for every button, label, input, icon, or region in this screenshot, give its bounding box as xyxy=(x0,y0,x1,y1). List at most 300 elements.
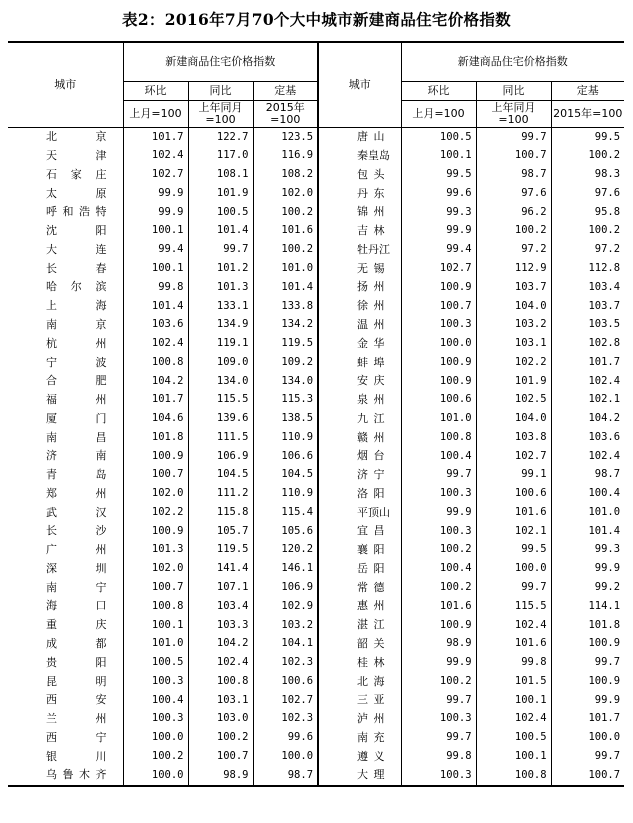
city-left: 大连 xyxy=(8,241,123,260)
city-right: 秦皇岛 xyxy=(318,147,401,166)
city-left: 南昌 xyxy=(8,428,123,447)
dingji-left: 100.0 xyxy=(253,747,318,766)
huanbi-left: 100.1 xyxy=(123,222,188,241)
city-left: 福州 xyxy=(8,391,123,410)
dingji-left: 99.6 xyxy=(253,729,318,748)
tongbi-left: 115.8 xyxy=(188,503,253,522)
huanbi-right: 99.9 xyxy=(401,222,476,241)
city-left: 兰州 xyxy=(8,710,123,729)
dingji-left: 101.4 xyxy=(253,278,318,297)
huanbi-left: 102.7 xyxy=(123,166,188,185)
table-row xyxy=(8,184,624,203)
table-row xyxy=(8,766,624,786)
tongbi-right: 100.1 xyxy=(476,691,551,710)
huanbi-right: 99.4 xyxy=(401,241,476,260)
dingji-left: 108.2 xyxy=(253,166,318,185)
huanbi-right: 100.2 xyxy=(401,672,476,691)
dingji-left: 109.2 xyxy=(253,353,318,372)
dingji-left: 115.3 xyxy=(253,391,318,410)
dingji-left: 105.6 xyxy=(253,522,318,541)
city-left: 厦门 xyxy=(8,409,123,428)
table-row xyxy=(8,503,624,522)
tongbi-right: 101.6 xyxy=(476,635,551,654)
city-right: 襄阳 xyxy=(318,541,401,560)
table-row xyxy=(8,316,624,335)
city-right: 北海 xyxy=(318,672,401,691)
dingji-right: 95.8 xyxy=(594,205,621,218)
tongbi-left: 104.5 xyxy=(188,466,253,485)
dingji-left: 115.4 xyxy=(253,503,318,522)
dingji-right: 97.6 xyxy=(594,186,621,199)
huanbi-left: 100.2 xyxy=(123,747,188,766)
huanbi-right: 99.7 xyxy=(401,729,476,748)
tongbi-right: 103.2 xyxy=(476,316,551,335)
city-left: 长沙 xyxy=(8,522,123,541)
huanbi-left: 102.0 xyxy=(123,485,188,504)
tongbi-left: 107.1 xyxy=(188,578,253,597)
dingji-right: 100.9 xyxy=(588,637,621,650)
tongbi-right: 98.7 xyxy=(476,166,551,185)
huanbi-right: 99.9 xyxy=(401,653,476,672)
huanbi-right: 100.7 xyxy=(401,297,476,316)
tongbi-left: 119.5 xyxy=(188,541,253,560)
table-row xyxy=(8,203,624,222)
huanbi-left: 100.3 xyxy=(123,672,188,691)
header-group-left: 新建商品住宅价格指数 xyxy=(123,42,318,82)
city-right: 安庆 xyxy=(318,372,401,391)
huanbi-left: 100.8 xyxy=(123,597,188,616)
table-row xyxy=(8,428,624,447)
table-row xyxy=(8,653,624,672)
table-row xyxy=(8,560,624,579)
tongbi-left: 103.4 xyxy=(188,597,253,616)
tongbi-left: 100.7 xyxy=(188,747,253,766)
tongbi-right: 102.2 xyxy=(476,353,551,372)
tongbi-left: 134.0 xyxy=(188,372,253,391)
city-left: 石家庄 xyxy=(8,166,123,185)
city-left: 武汉 xyxy=(8,503,123,522)
dingji-right: 114.1 xyxy=(588,599,621,612)
huanbi-left: 100.1 xyxy=(123,259,188,278)
table-row xyxy=(8,278,624,297)
tongbi-left: 111.5 xyxy=(188,428,253,447)
huanbi-left: 101.3 xyxy=(123,541,188,560)
city-right: 蚌埠 xyxy=(318,353,401,372)
header-huanbi-right: 环比 xyxy=(401,82,476,101)
city-right: 泸州 xyxy=(318,710,401,729)
dingji-left: 106.6 xyxy=(253,447,318,466)
table-row xyxy=(8,391,624,410)
dingji-right: 101.4 xyxy=(588,524,621,537)
city-left: 银川 xyxy=(8,747,123,766)
huanbi-left: 103.6 xyxy=(123,316,188,335)
tongbi-right: 99.7 xyxy=(476,128,551,147)
city-right: 湛江 xyxy=(318,616,401,635)
huanbi-left: 100.7 xyxy=(123,466,188,485)
dingji-left: 133.8 xyxy=(253,297,318,316)
tongbi-left: 103.1 xyxy=(188,691,253,710)
tongbi-right: 99.8 xyxy=(476,653,551,672)
dingji-right: 99.2 xyxy=(594,580,621,593)
tongbi-right: 102.7 xyxy=(476,447,551,466)
tongbi-left: 101.4 xyxy=(188,222,253,241)
dingji-right: 100.7 xyxy=(551,766,624,786)
dingji-left: 134.0 xyxy=(253,372,318,391)
city-right: 赣州 xyxy=(318,428,401,447)
city-right: 韶关 xyxy=(318,635,401,654)
tongbi-right: 97.6 xyxy=(476,184,551,203)
huanbi-right: 100.3 xyxy=(401,522,476,541)
dingji-right: 99.5 xyxy=(551,128,624,147)
dingji-left: 102.7 xyxy=(253,691,318,710)
dingji-left: 102.3 xyxy=(253,710,318,729)
tongbi-left: 101.3 xyxy=(188,278,253,297)
huanbi-left: 101.0 xyxy=(123,635,188,654)
table-row xyxy=(8,353,624,372)
huanbi-right: 99.7 xyxy=(401,691,476,710)
city-right: 常德 xyxy=(318,578,401,597)
huanbi-right: 100.1 xyxy=(401,147,476,166)
tongbi-right: 102.1 xyxy=(476,522,551,541)
city-right: 锦州 xyxy=(318,203,401,222)
dingji-left: 119.5 xyxy=(253,334,318,353)
table-row xyxy=(8,447,624,466)
huanbi-left: 102.2 xyxy=(123,503,188,522)
city-right: 徐州 xyxy=(318,297,401,316)
city-left: 哈尔滨 xyxy=(8,278,123,297)
huanbi-right: 100.9 xyxy=(401,372,476,391)
header-dingji-base-right: 2015年=100 xyxy=(553,106,623,120)
tongbi-left: 108.1 xyxy=(188,166,253,185)
tongbi-right: 101.9 xyxy=(476,372,551,391)
tongbi-left: 134.9 xyxy=(188,316,253,335)
huanbi-left: 100.4 xyxy=(123,691,188,710)
dingji-right: 101.0 xyxy=(588,505,621,518)
huanbi-right: 100.8 xyxy=(401,428,476,447)
huanbi-right: 99.8 xyxy=(401,747,476,766)
city-right: 桂林 xyxy=(318,653,401,672)
huanbi-left: 102.0 xyxy=(123,560,188,579)
huanbi-right: 100.9 xyxy=(401,616,476,635)
dingji-left: 134.2 xyxy=(253,316,318,335)
table-row xyxy=(8,241,624,260)
city-right: 扬州 xyxy=(318,278,401,297)
header-huanbi-left: 环比 xyxy=(123,82,188,101)
city-right: 三亚 xyxy=(318,691,401,710)
tongbi-left: 98.9 xyxy=(188,766,253,786)
dingji-left: 102.0 xyxy=(253,184,318,203)
dingji-right: 102.4 xyxy=(588,449,621,462)
city-left: 深圳 xyxy=(8,560,123,579)
dingji-right: 101.8 xyxy=(588,618,621,631)
tongbi-left: 102.4 xyxy=(188,653,253,672)
dingji-right: 99.9 xyxy=(594,562,621,575)
tongbi-left: 133.1 xyxy=(188,297,253,316)
city-left: 西宁 xyxy=(8,729,123,748)
header-city-right: 城市 xyxy=(318,42,401,128)
header-dingji-base-left: 2015年=100 xyxy=(253,101,318,128)
tongbi-right: 97.2 xyxy=(476,241,551,260)
city-right: 唐山 xyxy=(318,128,401,147)
dingji-right: 100.2 xyxy=(588,224,621,237)
huanbi-right: 100.3 xyxy=(401,766,476,786)
city-right: 大理 xyxy=(318,766,401,786)
huanbi-right: 99.6 xyxy=(401,184,476,203)
dingji-left: 102.3 xyxy=(253,653,318,672)
city-right: 惠州 xyxy=(318,597,401,616)
tongbi-left: 105.7 xyxy=(188,522,253,541)
dingji-right: 102.4 xyxy=(588,374,621,387)
city-left: 长春 xyxy=(8,259,123,278)
tongbi-right: 100.7 xyxy=(476,147,551,166)
city-right: 南充 xyxy=(318,729,401,748)
tongbi-left: 100.5 xyxy=(188,203,253,222)
huanbi-right: 100.3 xyxy=(401,316,476,335)
dingji-left: 100.2 xyxy=(253,203,318,222)
table-row xyxy=(8,522,624,541)
city-left: 贵阳 xyxy=(8,653,123,672)
tongbi-right: 99.5 xyxy=(476,541,551,560)
dingji-right: 100.4 xyxy=(588,487,621,500)
tongbi-left: 101.2 xyxy=(188,259,253,278)
huanbi-left: 100.9 xyxy=(123,522,188,541)
table-row xyxy=(8,729,624,748)
tongbi-right: 103.7 xyxy=(476,278,551,297)
tongbi-right: 100.0 xyxy=(476,560,551,579)
dingji-right: 100.0 xyxy=(588,731,621,744)
dingji-right: 99.9 xyxy=(594,693,621,706)
tongbi-right: 115.5 xyxy=(476,597,551,616)
huanbi-left: 100.0 xyxy=(123,729,188,748)
dingji-right: 98.3 xyxy=(594,168,621,181)
header-tongbi-left: 同比 xyxy=(188,82,253,101)
tongbi-right: 100.1 xyxy=(476,747,551,766)
dingji-left: 116.9 xyxy=(253,147,318,166)
dingji-right: 103.6 xyxy=(588,430,621,443)
table-row xyxy=(8,128,624,147)
tongbi-right: 104.0 xyxy=(476,409,551,428)
table-row xyxy=(8,372,624,391)
tongbi-right: 102.5 xyxy=(476,391,551,410)
huanbi-left: 101.7 xyxy=(123,391,188,410)
dingji-right: 102.8 xyxy=(588,337,621,350)
city-right: 烟台 xyxy=(318,447,401,466)
dingji-left: 98.7 xyxy=(253,766,318,786)
huanbi-right: 100.2 xyxy=(401,578,476,597)
tongbi-right: 101.6 xyxy=(476,503,551,522)
table-row xyxy=(8,710,624,729)
dingji-right: 100.9 xyxy=(588,674,621,687)
huanbi-left: 101.7 xyxy=(123,128,188,147)
huanbi-right: 99.7 xyxy=(401,466,476,485)
city-left: 青岛 xyxy=(8,466,123,485)
city-left: 杭州 xyxy=(8,334,123,353)
tongbi-right: 99.1 xyxy=(476,466,551,485)
header-tongbi-base-right: 上年同月=100 xyxy=(476,101,551,128)
city-right: 岳阳 xyxy=(318,560,401,579)
huanbi-right: 101.0 xyxy=(401,409,476,428)
tongbi-right: 100.5 xyxy=(476,729,551,748)
dingji-left: 123.5 xyxy=(253,128,318,147)
tongbi-left: 104.2 xyxy=(188,635,253,654)
dingji-left: 100.2 xyxy=(253,241,318,260)
dingji-left: 110.9 xyxy=(253,485,318,504)
city-left: 南京 xyxy=(8,316,123,335)
city-left: 天津 xyxy=(8,147,123,166)
header-city-left: 城市 xyxy=(8,42,123,128)
table-row xyxy=(8,334,624,353)
tongbi-left: 103.0 xyxy=(188,710,253,729)
city-left: 海口 xyxy=(8,597,123,616)
city-left: 宁波 xyxy=(8,353,123,372)
header-tongbi-right: 同比 xyxy=(476,82,551,101)
table-row xyxy=(8,672,624,691)
city-left: 沈阳 xyxy=(8,222,123,241)
tongbi-right: 102.4 xyxy=(476,710,551,729)
huanbi-left: 104.6 xyxy=(123,409,188,428)
dingji-right: 103.5 xyxy=(588,318,621,331)
dingji-left: 138.5 xyxy=(253,409,318,428)
city-right: 牡丹江 xyxy=(318,241,401,260)
huanbi-right: 98.9 xyxy=(401,635,476,654)
huanbi-left: 100.7 xyxy=(123,578,188,597)
table-row xyxy=(8,222,624,241)
huanbi-left: 100.1 xyxy=(123,616,188,635)
dingji-left: 100.6 xyxy=(253,672,318,691)
dingji-right: 99.7 xyxy=(594,656,621,669)
header-huanbi-base-right: 上月=100 xyxy=(401,101,476,128)
tongbi-right: 102.4 xyxy=(476,616,551,635)
huanbi-left: 101.8 xyxy=(123,428,188,447)
huanbi-left: 100.5 xyxy=(123,653,188,672)
tongbi-left: 115.5 xyxy=(188,391,253,410)
huanbi-left: 100.0 xyxy=(123,766,188,786)
dingji-left: 106.9 xyxy=(253,578,318,597)
dingji-left: 103.2 xyxy=(253,616,318,635)
table-row xyxy=(8,578,624,597)
header-huanbi-base-left: 上月=100 xyxy=(123,101,188,128)
city-right: 温州 xyxy=(318,316,401,335)
dingji-right: 104.2 xyxy=(588,412,621,425)
huanbi-right: 100.6 xyxy=(401,391,476,410)
dingji-right: 112.8 xyxy=(588,261,621,274)
table-body xyxy=(8,128,624,786)
tongbi-left: 101.9 xyxy=(188,184,253,203)
city-left: 合肥 xyxy=(8,372,123,391)
tongbi-left: 100.2 xyxy=(188,729,253,748)
tongbi-right: 101.5 xyxy=(476,672,551,691)
city-right: 泉州 xyxy=(318,391,401,410)
table-row xyxy=(8,747,624,766)
tongbi-left: 99.7 xyxy=(188,241,253,260)
dingji-left: 101.6 xyxy=(253,222,318,241)
huanbi-right: 100.9 xyxy=(401,353,476,372)
dingji-right: 100.2 xyxy=(588,149,621,162)
table-row xyxy=(8,297,624,316)
city-right: 遵义 xyxy=(318,747,401,766)
tongbi-right: 99.7 xyxy=(476,578,551,597)
city-right: 宜昌 xyxy=(318,522,401,541)
header-dingji-left: 定基 xyxy=(253,82,318,101)
huanbi-right: 100.5 xyxy=(401,128,476,147)
table-title: 表2：2016年7月70个大中城市新建商品住宅价格指数 xyxy=(122,10,511,29)
huanbi-left: 102.4 xyxy=(123,147,188,166)
tongbi-right: 100.8 xyxy=(476,766,551,786)
header-group-right: 新建商品住宅价格指数 xyxy=(401,42,624,82)
tongbi-left: 139.6 xyxy=(188,409,253,428)
table-row xyxy=(8,597,624,616)
table-row xyxy=(8,147,624,166)
huanbi-right: 100.2 xyxy=(401,541,476,560)
huanbi-right: 102.7 xyxy=(401,259,476,278)
dingji-right: 103.4 xyxy=(588,280,621,293)
huanbi-right: 100.3 xyxy=(401,710,476,729)
huanbi-left: 100.9 xyxy=(123,447,188,466)
dingji-right: 101.7 xyxy=(588,712,621,725)
tongbi-right: 100.6 xyxy=(476,485,551,504)
table-row xyxy=(8,635,624,654)
city-left: 郑州 xyxy=(8,485,123,504)
tongbi-right: 104.0 xyxy=(476,297,551,316)
city-right: 无锡 xyxy=(318,259,401,278)
dingji-left: 146.1 xyxy=(253,560,318,579)
city-left: 西安 xyxy=(8,691,123,710)
table-row xyxy=(8,541,624,560)
tongbi-left: 122.7 xyxy=(188,128,253,147)
city-right: 吉林 xyxy=(318,222,401,241)
huanbi-left: 104.2 xyxy=(123,372,188,391)
dingji-left: 110.9 xyxy=(253,428,318,447)
city-right: 洛阳 xyxy=(318,485,401,504)
table-row xyxy=(8,166,624,185)
city-left: 北京 xyxy=(8,128,123,147)
city-left: 呼和浩特 xyxy=(8,203,123,222)
city-left: 成都 xyxy=(8,635,123,654)
city-right: 包头 xyxy=(318,166,401,185)
tongbi-left: 117.0 xyxy=(188,147,253,166)
table-row xyxy=(8,691,624,710)
huanbi-right: 99.9 xyxy=(401,503,476,522)
huanbi-left: 101.4 xyxy=(123,297,188,316)
city-left: 广州 xyxy=(8,541,123,560)
dingji-left: 101.0 xyxy=(253,259,318,278)
dingji-right: 101.7 xyxy=(588,355,621,368)
huanbi-left: 99.9 xyxy=(123,184,188,203)
header-dingji-right: 定基 xyxy=(551,82,624,101)
huanbi-right: 99.5 xyxy=(401,166,476,185)
city-right: 济宁 xyxy=(318,466,401,485)
dingji-left: 102.9 xyxy=(253,597,318,616)
city-left: 济南 xyxy=(8,447,123,466)
city-left: 昆明 xyxy=(8,672,123,691)
huanbi-right: 100.3 xyxy=(401,485,476,504)
dingji-left: 104.1 xyxy=(253,635,318,654)
dingji-right: 103.7 xyxy=(588,299,621,312)
dingji-left: 104.5 xyxy=(253,466,318,485)
dingji-right: 102.1 xyxy=(588,393,621,406)
city-left: 乌鲁木齐 xyxy=(8,766,123,786)
city-left: 南宁 xyxy=(8,578,123,597)
huanbi-right: 101.6 xyxy=(401,597,476,616)
table-row xyxy=(8,259,624,278)
city-right: 金华 xyxy=(318,334,401,353)
price-index-table xyxy=(8,41,624,787)
huanbi-left: 99.9 xyxy=(123,203,188,222)
huanbi-right: 99.3 xyxy=(401,203,476,222)
city-left: 重庆 xyxy=(8,616,123,635)
city-left: 太原 xyxy=(8,184,123,203)
huanbi-right: 100.4 xyxy=(401,447,476,466)
